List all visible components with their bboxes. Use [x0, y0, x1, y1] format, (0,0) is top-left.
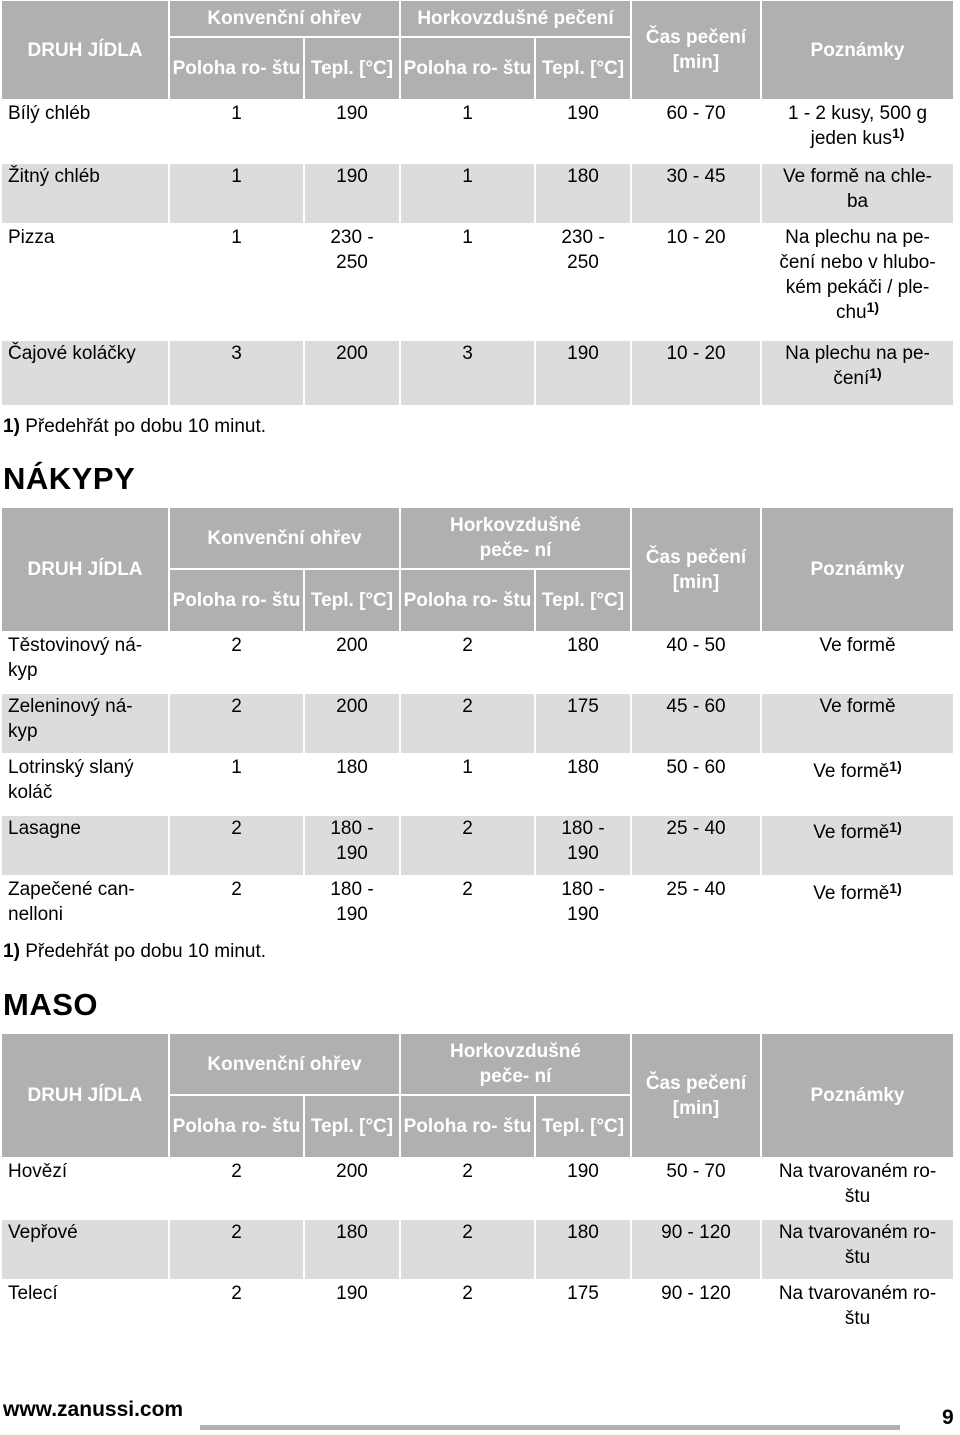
header-conventional: Konvenční ohřev [169, 0, 400, 37]
footnote-mark: 1) [3, 416, 20, 437]
conv-temp-cell: 200 [304, 632, 400, 693]
conv-shelf-cell: 2 [169, 1280, 304, 1341]
header-hot-air: Horkovzdušné peče- ní [400, 1033, 631, 1095]
time-cell: 10 - 20 [631, 340, 761, 406]
header-notes: Poznámky [761, 507, 954, 632]
hot-temp-cell: 180 - 190 [535, 876, 631, 937]
table-row [1, 1280, 954, 1341]
table-row [1, 1219, 954, 1280]
header-hot-temp: Tepl. [°C] [535, 569, 631, 632]
food-cell: Vepřové [1, 1219, 169, 1280]
table-row [1, 163, 954, 224]
table-row [1, 100, 954, 163]
section-title-meat: MASO [3, 987, 98, 1022]
table-row [1, 1158, 954, 1219]
time-cell: 40 - 50 [631, 632, 761, 693]
time-cell: 10 - 20 [631, 224, 761, 340]
conv-temp-cell: 180 [304, 754, 400, 815]
hot-temp-cell: 230 - 250 [535, 224, 631, 340]
header-conv-shelf: Poloha ro- štu [169, 1095, 304, 1158]
note-cell: Ve formě$^{1)}$ [761, 876, 954, 937]
header-conv-temp: Tepl. [°C] [304, 37, 400, 100]
hot-shelf-cell: 1 [400, 100, 535, 163]
time-cell: 50 - 60 [631, 754, 761, 815]
header-hot-shelf: Poloha ro- štu [400, 1095, 535, 1158]
hot-shelf-cell: 2 [400, 815, 535, 876]
note-cell: Na tvarovaném ro- štu [761, 1158, 954, 1219]
conv-temp-cell: 200 [304, 693, 400, 754]
hot-temp-cell: 180 - 190 [535, 815, 631, 876]
bread-footnote [3, 416, 266, 438]
conv-shelf-cell: 2 [169, 1158, 304, 1219]
header-hot-air: Horkovzdušné peče- ní [400, 507, 631, 569]
food-cell: Lotrinský slaný koláč [1, 754, 169, 815]
footnote-text: Předehřát po dobu 10 minut. [25, 416, 267, 437]
hot-shelf-cell: 2 [400, 632, 535, 693]
footnote-mark: 1) [3, 941, 20, 962]
header-hot-temp: Tepl. [°C] [535, 37, 631, 100]
conv-shelf-cell: 2 [169, 815, 304, 876]
conv-temp-cell: 180 - 190 [304, 815, 400, 876]
note-cell: Na plechu na pe- čení nebo v hlubo- kém pekáči / ple- chu$^{1)}$ [761, 224, 954, 340]
page-number: 9 [942, 1406, 954, 1429]
table-row [1, 876, 954, 937]
hot-temp-cell: 180 [535, 632, 631, 693]
hot-shelf-cell: 2 [400, 1158, 535, 1219]
note-cell: Ve formě$^{1)}$ [761, 815, 954, 876]
hot-temp-cell: 190 [535, 340, 631, 406]
conv-shelf-cell: 1 [169, 100, 304, 163]
conv-shelf-cell: 2 [169, 876, 304, 937]
header-food-type: DRUH JÍDLA [1, 0, 169, 100]
food-cell: Žitný chléb [1, 163, 169, 224]
header-time: Čas pečení [min] [631, 1033, 761, 1158]
header-time: Čas pečení [min] [631, 0, 761, 100]
meat-table [1, 1033, 954, 1341]
header-conventional: Konvenční ohřev [169, 1033, 400, 1095]
time-cell: 90 - 120 [631, 1219, 761, 1280]
table-row [1, 815, 954, 876]
note-cell: Na plechu na pe- čení$^{1)}$ [761, 340, 954, 406]
time-cell: 25 - 40 [631, 876, 761, 937]
food-cell: Lasagne [1, 815, 169, 876]
header-conv-temp: Tepl. [°C] [304, 1095, 400, 1158]
hot-temp-cell: 180 [535, 1219, 631, 1280]
header-conv-shelf: Poloha ro- štu [169, 37, 304, 100]
note-cell: Na tvarovaném ro- štu [761, 1280, 954, 1341]
footer-divider [200, 1425, 900, 1430]
header-notes: Poznámky [761, 0, 954, 100]
conv-temp-cell: 180 [304, 1219, 400, 1280]
food-cell: Zeleninový ná- kyp [1, 693, 169, 754]
hot-temp-cell: 180 [535, 163, 631, 224]
header-food-type: DRUH JÍDLA [1, 1033, 169, 1158]
header-time: Čas pečení [min] [631, 507, 761, 632]
conv-temp-cell: 200 [304, 340, 400, 406]
hot-shelf-cell: 3 [400, 340, 535, 406]
conv-shelf-cell: 1 [169, 163, 304, 224]
bread-table [1, 0, 954, 406]
conv-shelf-cell: 2 [169, 1219, 304, 1280]
hot-shelf-cell: 1 [400, 163, 535, 224]
hot-shelf-cell: 2 [400, 1280, 535, 1341]
food-cell: Těstovinový ná- kyp [1, 632, 169, 693]
note-cell: 1 - 2 kusy, 500 g jeden kus$^{1)}$ [761, 100, 954, 163]
conv-temp-cell: 200 [304, 1158, 400, 1219]
hot-shelf-cell: 2 [400, 876, 535, 937]
hot-temp-cell: 175 [535, 1280, 631, 1341]
table-row [1, 224, 954, 340]
header-hot-temp: Tepl. [°C] [535, 1095, 631, 1158]
table-row [1, 340, 954, 406]
conv-shelf-cell: 1 [169, 224, 304, 340]
hot-temp-cell: 190 [535, 100, 631, 163]
time-cell: 50 - 70 [631, 1158, 761, 1219]
note-cell: Ve formě [761, 632, 954, 693]
time-cell: 60 - 70 [631, 100, 761, 163]
header-conventional: Konvenční ohřev [169, 507, 400, 569]
time-cell: 90 - 120 [631, 1280, 761, 1341]
table-row [1, 693, 954, 754]
hot-temp-cell: 190 [535, 1158, 631, 1219]
table-row [1, 754, 954, 815]
note-cell: Ve formě$^{1)}$ [761, 754, 954, 815]
time-cell: 30 - 45 [631, 163, 761, 224]
food-cell: Telecí [1, 1280, 169, 1341]
note-cell: Ve formě na chle- ba [761, 163, 954, 224]
header-food-type: DRUH JÍDLA [1, 507, 169, 632]
hot-shelf-cell: 1 [400, 754, 535, 815]
food-cell: Zapečené can- nelloni [1, 876, 169, 937]
header-hot-shelf: Poloha ro- štu [400, 569, 535, 632]
note-cell: Ve formě [761, 693, 954, 754]
food-cell: Čajové koláčky [1, 340, 169, 406]
hot-temp-cell: 180 [535, 754, 631, 815]
header-notes: Poznámky [761, 1033, 954, 1158]
conv-temp-cell: 190 [304, 163, 400, 224]
food-cell: Bílý chléb [1, 100, 169, 163]
conv-temp-cell: 180 - 190 [304, 876, 400, 937]
footer-url[interactable]: www.zanussi.com [3, 1398, 184, 1421]
food-cell: Pizza [1, 224, 169, 340]
hot-shelf-cell: 2 [400, 693, 535, 754]
casseroles-footnote [3, 941, 266, 963]
table-row [1, 632, 954, 693]
time-cell: 25 - 40 [631, 815, 761, 876]
conv-temp-cell: 230 - 250 [304, 224, 400, 340]
time-cell: 45 - 60 [631, 693, 761, 754]
note-cell: Na tvarovaném ro- štu [761, 1219, 954, 1280]
conv-shelf-cell: 1 [169, 754, 304, 815]
footnote-text: Předehřát po dobu 10 minut. [25, 941, 267, 962]
hot-shelf-cell: 1 [400, 224, 535, 340]
header-hot-shelf: Poloha ro- štu [400, 37, 535, 100]
conv-shelf-cell: 2 [169, 632, 304, 693]
section-title-casseroles: NÁKYPY [3, 461, 136, 496]
header-conv-shelf: Poloha ro- štu [169, 569, 304, 632]
conv-shelf-cell: 3 [169, 340, 304, 406]
conv-temp-cell: 190 [304, 100, 400, 163]
food-cell: Hovězí [1, 1158, 169, 1219]
conv-shelf-cell: 2 [169, 693, 304, 754]
hot-shelf-cell: 2 [400, 1219, 535, 1280]
hot-temp-cell: 175 [535, 693, 631, 754]
casseroles-table [1, 507, 954, 937]
header-hot-air: Horkovzdušné pečení [400, 0, 631, 37]
conv-temp-cell: 190 [304, 1280, 400, 1341]
header-conv-temp: Tepl. [°C] [304, 569, 400, 632]
